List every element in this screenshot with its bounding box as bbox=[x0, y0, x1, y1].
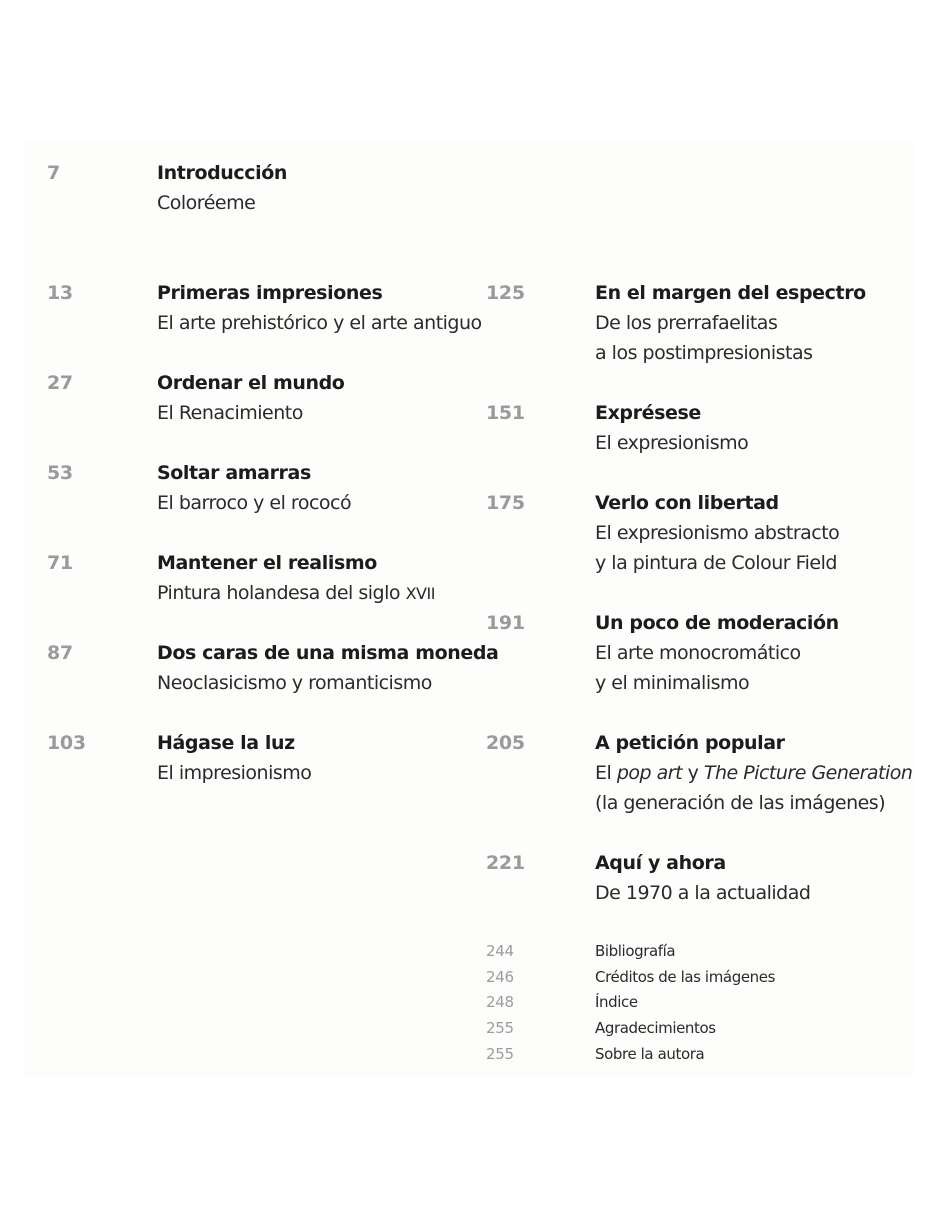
chapter-title: Mantener el realismo bbox=[157, 552, 377, 574]
chapter-subtitle-line-2: y el minimalismo bbox=[595, 672, 750, 694]
page-number: 175 bbox=[486, 492, 525, 514]
chapter-subtitle: El arte monocromático bbox=[595, 642, 801, 664]
subtitle-text: Pintura holandesa del siglo bbox=[157, 582, 406, 604]
chapter-title: Aquí y ahora bbox=[595, 852, 726, 874]
chapter-subtitle: El expresionismo abstracto bbox=[595, 522, 840, 544]
chapter-title: Dos caras de una misma moneda bbox=[157, 642, 499, 664]
back-matter-title: Bibliografía bbox=[595, 942, 676, 960]
chapter-subtitle: Neoclasicismo y romanticismo bbox=[157, 672, 432, 694]
chapter-subtitle-line-2: y la pintura de Colour Field bbox=[595, 552, 837, 574]
back-matter-title: Sobre la autora bbox=[595, 1045, 705, 1063]
page-number: 53 bbox=[47, 462, 73, 484]
page-number: 191 bbox=[486, 612, 525, 634]
back-matter-title: Créditos de las imágenes bbox=[595, 968, 776, 986]
back-matter-title: Agradecimientos bbox=[595, 1019, 716, 1037]
chapter-subtitle: De 1970 a la actualidad bbox=[595, 882, 811, 904]
chapter-subtitle: El barroco y el rococó bbox=[157, 492, 352, 514]
chapter-title: Primeras impresiones bbox=[157, 282, 383, 304]
page-number: 13 bbox=[47, 282, 73, 304]
page-number: 205 bbox=[486, 732, 525, 754]
roman-numeral-century: XVII bbox=[405, 584, 435, 603]
chapter-title: Exprésese bbox=[595, 402, 701, 424]
chapter-title: Soltar amarras bbox=[157, 462, 311, 484]
chapter-title: Introducción bbox=[157, 162, 288, 184]
subtitle-italic-term: pop art bbox=[616, 762, 683, 784]
subtitle-text: y bbox=[682, 762, 704, 784]
page-number: 255 bbox=[486, 1045, 514, 1063]
page-number: 248 bbox=[486, 993, 514, 1011]
chapter-subtitle: Coloréeme bbox=[157, 192, 256, 214]
page-number: 125 bbox=[486, 282, 525, 304]
back-matter-title: Índice bbox=[595, 993, 638, 1011]
page-number: 246 bbox=[486, 968, 514, 986]
chapter-subtitle bbox=[595, 758, 912, 788]
chapter-title: En el margen del espectro bbox=[595, 282, 866, 304]
chapter-subtitle-line-2: (la generación de las imágenes) bbox=[595, 792, 886, 814]
chapter-subtitle-line-2: a los postimpresionistas bbox=[595, 342, 813, 364]
chapter-title: A petición popular bbox=[595, 732, 785, 754]
chapter-subtitle: El impresionismo bbox=[157, 762, 312, 784]
page-number: 71 bbox=[47, 552, 73, 574]
page-number: 103 bbox=[47, 732, 86, 754]
page-number: 255 bbox=[486, 1019, 514, 1037]
page-number: 244 bbox=[486, 942, 514, 960]
chapter-subtitle: El Renacimiento bbox=[157, 402, 303, 424]
page-number: 221 bbox=[486, 852, 525, 874]
chapter-title: Verlo con libertad bbox=[595, 492, 779, 514]
subtitle-text: El bbox=[595, 762, 617, 784]
chapter-title: Hágase la luz bbox=[157, 732, 295, 754]
chapter-subtitle: De los prerrafaelitas bbox=[595, 312, 778, 334]
page-number: 7 bbox=[47, 162, 60, 184]
page-number: 87 bbox=[47, 642, 73, 664]
chapter-title: Un poco de moderación bbox=[595, 612, 839, 634]
subtitle-italic-term: The Picture Generation bbox=[703, 762, 913, 784]
chapter-subtitle: El expresionismo bbox=[595, 432, 749, 454]
chapter-subtitle: El arte prehistórico y el arte antiguo bbox=[157, 312, 482, 334]
chapter-subtitle bbox=[157, 578, 435, 609]
page-number: 27 bbox=[47, 372, 73, 394]
chapter-title: Ordenar el mundo bbox=[157, 372, 345, 394]
page-number: 151 bbox=[486, 402, 525, 424]
